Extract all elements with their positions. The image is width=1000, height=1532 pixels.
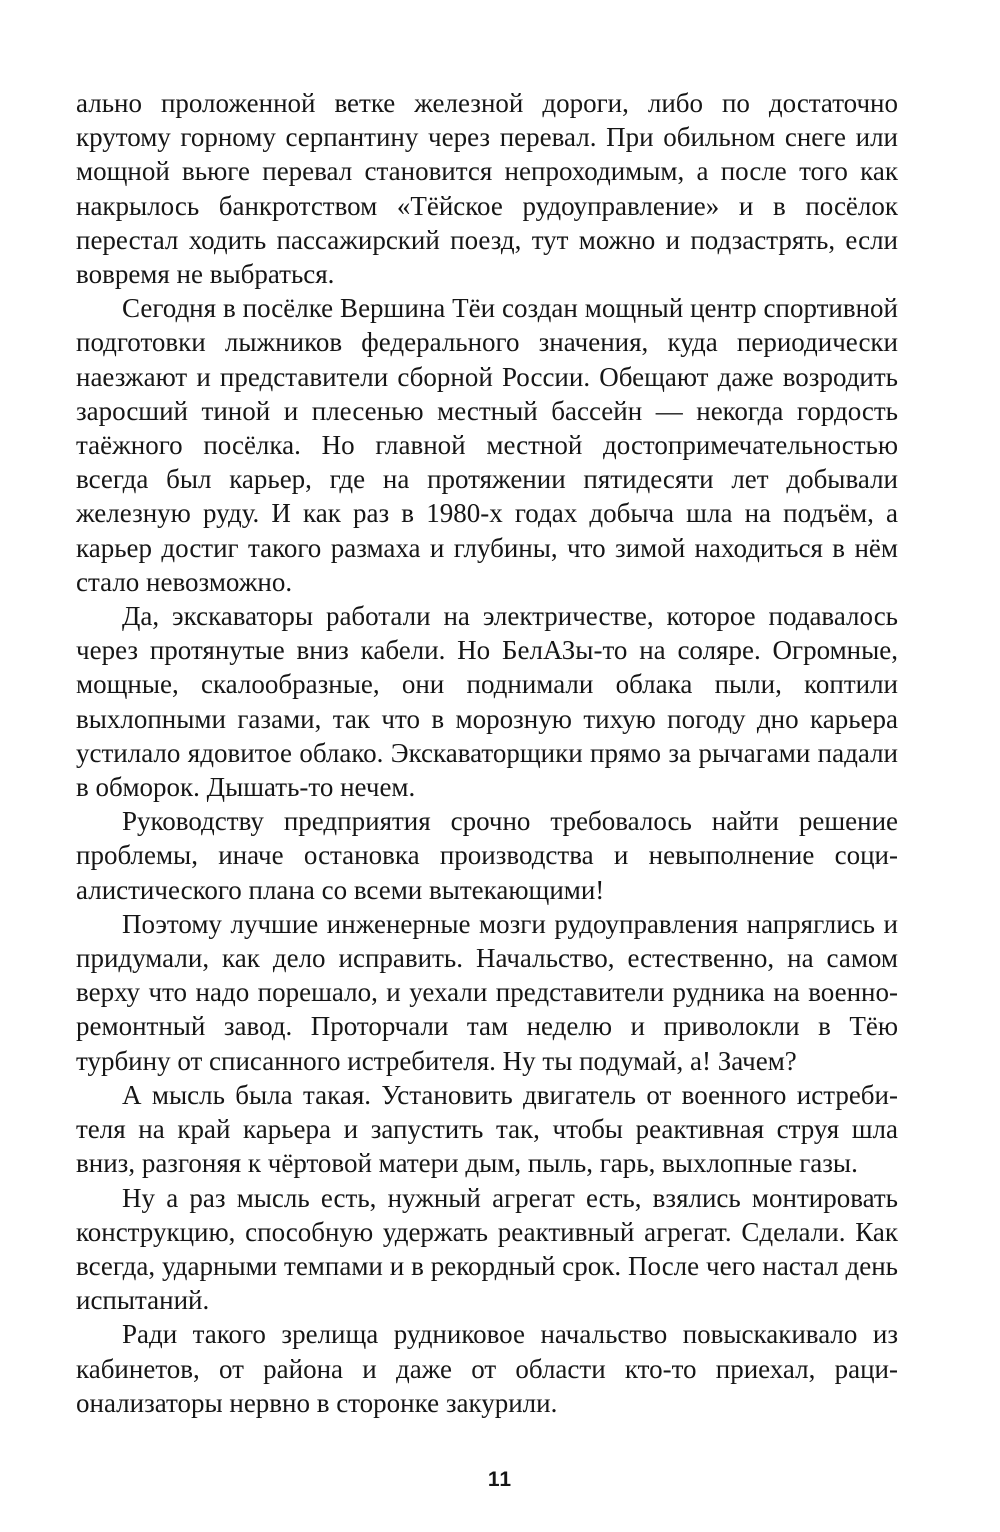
paragraph-7: Ну а раз мысль есть, нужный агрегат есть, взялись монтировать конструкцию, способную удержать реактивный агрегат. Сделали. Как всегда, ударными темпами и в рекордный срок. После чего настал день испытаний. — [76, 1182, 898, 1316]
paragraph-3: Да, экскаваторы работали на электричестве, которое подавалось через протянутые вниз кабели. Но БелАЗы-то на соляре. Огромные, мощные, скалообразные, они поднимали облака пыли, коптили выхлопными газами, так что в морозную тихую погоду дно карьера устилало ядовитое облако. Экскаваторщики прямо за рычагами падали в обморок. Дышать-то нечем. — [76, 601, 898, 803]
paragraph-5: Поэтому лучшие инженерные мозги рудоуправления напряглись и придумали, как дело исправить. Начальство, естественно, на самом верху что надо порешало, и уехали представители рудника на военно-ремонтный завод. Проторчали там неделю и приволокли в Тёю турбину от списанного истребителя. Ну ты подумай, а! Зачем? — [76, 908, 898, 1076]
paragraph-4: Руководству предприятия срочно требовалось найти решение проблемы, иначе остановка производства и невыполнение социалистического плана со всеми вытекающими! — [76, 806, 898, 905]
paragraph-2: Сегодня в посёлке Вершина Тёи создан мощный центр спортивной подготовки лыжников федерального значения, куда периодически наезжают и представители сборной России. Обещают даже возродить заросший тиной и плесенью местный бассейн — некогда гордость таёжного посёлка. Но главной местной достопримечательностью всегда был карьер, где на протяжении пятидесяти лет добывали железную руду. И как раз в 1980-х годах добыча шла на подъём, а карьер достиг такого размаха и глубины, что зимой находиться в нём стало невозможно. — [76, 293, 898, 597]
paragraph-8: Ради такого зрелища рудниковое начальство повыскакивало из кабинетов, от района и даже от области кто-то приехал, рационализаторы нервно в сторонке закурили. — [76, 1319, 898, 1418]
paragraph-1: ально проложенной ветке железной дороги, либо по достаточно крутому горному серпантину через перевал. При обильном снеге или мощной вьюге перевал становится непроходимым, а после того как накрылось банкротством «Тёйское рудоуправление» и в посёлок перестал ходить пассажирский поезд, тут можно и подзастрять, если вовремя не выбраться. — [76, 88, 898, 290]
page-number: 11 — [487, 1468, 513, 1491]
body-text — [76, 86, 898, 1420]
paragraph-6: А мысль была такая. Установить двигатель от военного истребителя на край карьера и запустить так, чтобы реактивная струя шла вниз, разгоняя к чёртовой матери дым, пыль, гарь, выхлопные газы. — [76, 1079, 898, 1179]
